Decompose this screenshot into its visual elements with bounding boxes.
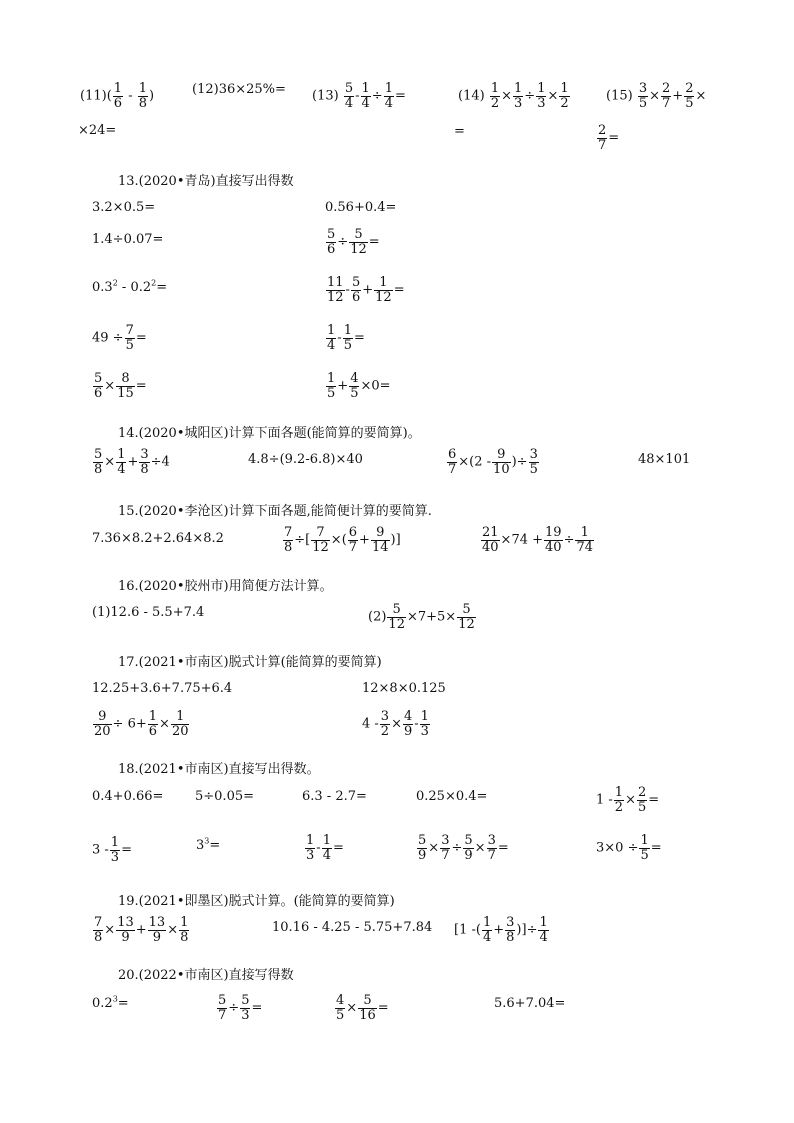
fraction: $\frac{5}{6}$ xyxy=(327,227,336,257)
q18-item-2: 5÷0.05= xyxy=(195,789,255,804)
q18-item-8: $\frac{1}{3}$ - $\frac{1}{4}$ = xyxy=(306,833,344,863)
fraction: $\frac{4}{5}$ xyxy=(350,371,359,401)
q18-item-9: $\frac{5}{9}$ × $\frac{3}{7}$ ÷ $\frac{5}{9}$ × $\frac{3}{7}$ = xyxy=(418,833,509,863)
fraction: $\frac{13}{9}$ xyxy=(148,915,166,945)
fraction: $\frac{5}{12}$ xyxy=(388,602,405,632)
question-18-heading: 18.(2021•市南区)直接写出得数。 xyxy=(118,762,320,777)
fraction: $\frac{1}{3}$ xyxy=(537,81,546,111)
fraction: $\frac{6}{7}$ xyxy=(348,525,358,555)
q18-item-6: 3 - $\frac{1}{3}$ = xyxy=(92,835,132,865)
operator: + xyxy=(672,88,684,104)
q20-item-3: $\frac{4}{5}$ × $\frac{5}{16}$ = xyxy=(336,993,389,1023)
fraction: $\frac{1}{5}$ xyxy=(640,833,649,863)
fraction: $\frac{1}{4}$ xyxy=(322,833,331,863)
fraction: $\frac{5}{7}$ xyxy=(218,993,227,1023)
q13-item-a4: 49 ÷ $\frac{7}{5}$ = xyxy=(92,323,147,353)
fraction: $\frac{2}{7}$ xyxy=(662,81,671,111)
q14-item-2: 4.8÷(9.2-6.8)×40 xyxy=(248,452,363,467)
fraction: $\frac{1}{5}$ xyxy=(327,371,336,401)
expression: 36×25%= xyxy=(218,82,286,97)
fraction: $\frac{2}{5}$ xyxy=(685,81,694,111)
fraction: $\frac{1}{3}$ xyxy=(110,835,120,865)
paren-close: ) xyxy=(149,88,155,104)
q13-item-a1: 3.2×0.5= xyxy=(92,200,156,215)
q20-item-2: $\frac{5}{7}$ ÷ $\frac{5}{3}$ = xyxy=(218,993,263,1023)
fraction: $\frac{4}{9}$ xyxy=(403,709,413,739)
fraction: $\frac{1}{4}$ xyxy=(327,323,336,353)
operator: - xyxy=(128,88,133,104)
question-15-heading: 15.(2020•李沧区)计算下面各题,能简便计算的要简算. xyxy=(118,504,432,519)
q18-item-4: 0.25×0.4= xyxy=(416,789,488,804)
paren-open: ( xyxy=(106,88,112,104)
fraction: $\frac{1}{6}$ xyxy=(113,81,123,111)
fraction: $\frac{6}{7}$ xyxy=(448,447,457,477)
fraction: $\frac{1}{2}$ xyxy=(490,81,500,111)
fraction: $\frac{5}{16}$ xyxy=(359,993,376,1023)
fraction: $\frac{1}{74}$ xyxy=(576,525,594,555)
q14-item-1: $\frac{5}{8}$ × $\frac{1}{4}$ + $\frac{3}{8}$ ÷4 xyxy=(94,447,170,477)
fraction: $\frac{1}{8}$ xyxy=(180,915,189,945)
fraction: $\frac{3}{5}$ xyxy=(529,447,538,477)
problem-label: (12) xyxy=(192,82,219,97)
q13-item-a5: $\frac{5}{6}$ × $\frac{8}{15}$ = xyxy=(94,371,147,401)
operator: × xyxy=(501,88,513,104)
fraction: $\frac{1}{3}$ xyxy=(420,709,429,739)
question-20-heading: 20.(2022•市南区)直接写得数 xyxy=(118,968,294,983)
q18-item-10: 3×0 ÷ $\frac{1}{5}$ = xyxy=(596,833,662,863)
fraction: $\frac{1}{12}$ xyxy=(375,275,392,305)
problem-11 xyxy=(80,82,154,110)
q14-item-3: $\frac{6}{7}$ ×(2 - $\frac{9}{10}$ )÷ $\frac{3}{5}$ xyxy=(448,447,538,477)
q13-item-b3: $\frac{11}{12}$ - $\frac{5}{6}$ + $\frac{1}{12}$ = xyxy=(327,275,405,305)
fraction: $\frac{5}{6}$ xyxy=(94,371,103,401)
fraction: $\frac{2}{5}$ xyxy=(637,785,647,815)
fraction: $\frac{9}{20}$ xyxy=(94,709,111,739)
operator: × xyxy=(649,88,661,104)
problem-label: (11) xyxy=(80,88,107,104)
fraction: $\frac{1}{5}$ xyxy=(343,323,352,353)
q20-item-4: 5.6+7.04= xyxy=(494,996,566,1011)
question-19-heading: 19.(2021•即墨区)脱式计算。(能简算的要简算) xyxy=(118,894,395,909)
fraction: $\frac{5}{6}$ xyxy=(351,275,361,305)
equals: = xyxy=(608,130,620,146)
fraction: $\frac{3}{7}$ xyxy=(487,833,496,863)
q17-item-4: 4 - $\frac{3}{2}$ × $\frac{4}{9}$ - $\frac{1}{3}$ xyxy=(362,709,429,739)
fraction: $\frac{3}{7}$ xyxy=(441,833,450,863)
question-16-heading: 16.(2020•胶州市)用简便方法计算。 xyxy=(118,579,333,594)
fraction: $\frac{7}{5}$ xyxy=(125,323,134,353)
operator: ÷ xyxy=(524,88,536,104)
fraction: $\frac{1}{2}$ xyxy=(560,81,569,111)
fraction: $\frac{5}{8}$ xyxy=(94,447,103,477)
fraction: $\frac{1}{3}$ xyxy=(306,833,315,863)
fraction: $\frac{1}{4}$ xyxy=(482,915,492,945)
operator: ÷ xyxy=(371,88,383,104)
fraction: $\frac{1}{6}$ xyxy=(148,709,158,739)
operator: - xyxy=(355,88,360,104)
q14-item-4: 48×101 xyxy=(638,452,691,467)
q18-item-3: 6.3 - 2.7= xyxy=(302,789,367,804)
fraction: $\frac{7}{12}$ xyxy=(312,525,329,555)
fraction: $\frac{5}{9}$ xyxy=(418,833,427,863)
q16-item-1: (1)12.6 - 5.5+7.4 xyxy=(92,605,205,620)
q17-item-2: 12×8×0.125 xyxy=(362,681,446,696)
q15-item-1: 7.36×8.2+2.64×8.2 xyxy=(92,531,224,546)
fraction: $\frac{1}{4}$ xyxy=(384,81,393,111)
operator: × xyxy=(695,88,707,104)
q13-item-a2: 1.4÷0.07= xyxy=(92,232,164,247)
fraction: $\frac{9}{14}$ xyxy=(371,525,389,555)
fraction: $\frac{5}{12}$ xyxy=(458,602,475,632)
q16-item-2: (2) $\frac{5}{12}$ ×7+5× $\frac{5}{12}$ xyxy=(368,602,475,632)
q18-item-7: $3^3=$ xyxy=(196,836,221,853)
fraction: $\frac{1}{20}$ xyxy=(171,709,189,739)
q13-item-a3: $0.3^2 - 0.2^2=$ xyxy=(92,278,168,295)
problem-15-tail xyxy=(596,124,619,152)
q19-item-3: [1 -( $\frac{1}{4}$ + $\frac{3}{8}$ )]÷ $\frac{1}{4}$ xyxy=(454,915,548,945)
question-13-heading: 13.(2020•青岛)直接写出得数 xyxy=(118,174,294,189)
fraction: $\frac{1}{8}$ xyxy=(138,81,148,111)
fraction: $\frac{4}{5}$ xyxy=(336,993,345,1023)
q13-item-b4: $\frac{1}{4}$ - $\frac{1}{5}$ = xyxy=(327,323,365,353)
fraction: $\frac{5}{12}$ xyxy=(350,227,367,257)
problem-label: (14) xyxy=(458,88,485,104)
q19-item-2: 10.16 - 4.25 - 5.75+7.84 xyxy=(272,920,433,935)
q13-item-b5: $\frac{1}{5}$ + $\frac{4}{5}$ ×0= xyxy=(327,371,391,401)
problem-15 xyxy=(606,82,706,110)
fraction: $\frac{1}{3}$ xyxy=(514,81,523,111)
fraction: $\frac{1}{4}$ xyxy=(539,915,548,945)
operator: × xyxy=(547,88,559,104)
fraction: $\frac{3}{8}$ xyxy=(506,915,515,945)
question-14-heading: 14.(2020•城阳区)计算下面各题(能简算的要简算)。 xyxy=(118,426,421,441)
fraction: $\frac{5}{4}$ xyxy=(344,81,354,111)
fraction: $\frac{11}{12}$ xyxy=(327,275,344,305)
fraction: $\frac{1}{4}$ xyxy=(361,81,370,111)
fraction: $\frac{19}{40}$ xyxy=(545,525,562,555)
fraction: $\frac{8}{15}$ xyxy=(117,371,134,401)
problem-label: (15) xyxy=(606,88,633,104)
fraction: $\frac{3}{8}$ xyxy=(140,447,149,477)
problem-13 xyxy=(312,82,406,110)
fraction: $\frac{7}{8}$ xyxy=(284,525,293,555)
q20-item-1: $0.2^3=$ xyxy=(92,994,129,1011)
problem-12 xyxy=(192,82,286,97)
q18-item-1: 0.4+0.66= xyxy=(92,789,164,804)
problem-11-tail: ×24= xyxy=(78,123,117,138)
fraction: $\frac{13}{9}$ xyxy=(117,915,134,945)
q13-item-b1: 0.56+0.4= xyxy=(325,200,397,215)
q13-item-b2: $\frac{5}{6}$ ÷ $\frac{5}{12}$ = xyxy=(327,227,380,257)
fraction: $\frac{3}{5}$ xyxy=(638,81,648,111)
fraction: $\frac{21}{40}$ xyxy=(482,525,499,555)
fraction: $\frac{1}{4}$ xyxy=(117,447,126,477)
problem-14 xyxy=(458,82,571,110)
q18-item-5: 1 - $\frac{1}{2}$ × $\frac{2}{5}$ = xyxy=(596,785,660,815)
fraction: $\frac{1}{2}$ xyxy=(614,785,624,815)
q19-item-1: $\frac{7}{8}$ × $\frac{13}{9}$ + $\frac{13}{9}$ × $\frac{1}{8}$ xyxy=(94,915,189,945)
q17-item-3: $\frac{9}{20}$ ÷ 6+ $\frac{1}{6}$ × $\frac{1}{20}$ xyxy=(94,709,189,739)
equals: = xyxy=(394,88,406,104)
fraction: $\frac{3}{2}$ xyxy=(380,709,390,739)
q17-item-1: 12.25+3.6+7.75+6.4 xyxy=(92,681,233,696)
fraction: $\frac{5}{3}$ xyxy=(241,993,250,1023)
fraction: $\frac{9}{10}$ xyxy=(493,447,510,477)
problem-14-equals: = xyxy=(454,124,465,139)
fraction: $\frac{2}{7}$ xyxy=(598,123,607,153)
question-17-heading: 17.(2021•市南区)脱式计算(能简算的要简算) xyxy=(118,655,382,670)
fraction: $\frac{7}{8}$ xyxy=(94,915,103,945)
q15-item-3: $\frac{21}{40}$ ×74 + $\frac{19}{40}$ ÷ $\frac{1}{74}$ xyxy=(482,525,594,555)
problem-label: (13) xyxy=(312,88,339,104)
q15-item-2: $\frac{7}{8}$ ÷[ $\frac{7}{12}$ ×( $\frac{6}{7}$ + $\frac{9}{14}$ )] xyxy=(284,525,401,555)
fraction: $\frac{5}{9}$ xyxy=(464,833,473,863)
